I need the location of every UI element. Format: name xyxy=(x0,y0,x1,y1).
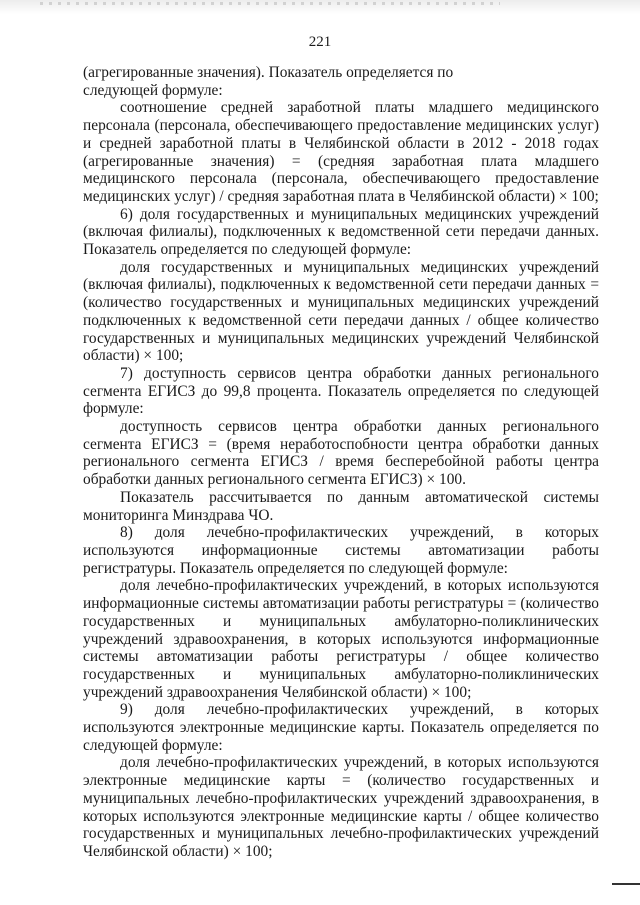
paragraph-formula-network-share: доля государственных и муниципальных медицинских учреждений (включая филиалы), подключенных к ведомственной сети передачи данных = (количество государственных и муниципальных медицинских учреждений подключенных к ведомственной сети передачи данных / общее количество государственных и муниципальных медицинских учреждений Челябинской области) × 100; xyxy=(83,258,599,365)
paragraph-item-6: 6) доля государственных и муниципальных медицинских учреждений (включая филиалы), подключенных к ведомственной сети передачи данных. Показатель определяется по следующей формуле: xyxy=(83,205,599,259)
paragraph-continuation: следующей формуле: xyxy=(83,81,223,99)
paragraph-formula-registry: доля лечебно-профилактических учреждений, в которых используются информационные системы автоматизации работы регистратуры = (количество государственных и муниципальных амбулаторно-поликлинических учреждений здравоохранения, в которых используются информационные системы автоматизации работы регистратуры / общее количество государственных и муниципальных амбулаторно-поликлинических учреждений здравоохранения Челябинской области) × 100; xyxy=(83,577,599,701)
paragraph-continuation-header: (агрегированные значения). Показатель определяется по xyxy=(83,64,454,81)
document-body xyxy=(83,64,599,861)
paragraph-item-7: 7) доступность сервисов центра обработки данных регионального сегмента ЕГИСЗ до 99,8 процента. Показатель определяется по следующей формуле: xyxy=(83,364,599,418)
paragraph-formula-emr: доля лечебно-профилактических учреждений, в которых используются электронные медицинские карты = (количество государственных и муниципальных лечебно-профилактических учреждений здравоохранения, в которых используются электронные медицинские карты / общее количество государственных и муниципальных лечебно-профилактических учреждений Челябинской области) × 100; xyxy=(83,754,599,860)
paragraph-item-8: 8) доля лечебно-профилактических учреждений, в которых используются информационные системы автоматизации работы регистратуры. Показатель определяется по следующей формуле: xyxy=(83,524,599,577)
page-number: 221 xyxy=(308,34,332,50)
paragraph-formula-wage-ratio: соотношение средней заработной платы младшего медицинского персонала (персонала, обеспечивающего предоставление медицинских услуг) и средней заработной платы в Челябинской области в 2012 - 2018 годах (агрегированные значения) = (средняя заработная плата младшего медицинского персонала (персонала, обеспечивающего предоставление медицинских услуг) / средняя заработная плата в Челябинской области) × 100; xyxy=(83,99,599,205)
paragraph-item-9: 9) доля лечебно-профилактических учреждений, в которых используются электронные медицинские карты. Показатель определяется по следующей формуле: xyxy=(83,701,599,754)
paragraph-monitoring-note: Показатель рассчитывается по данным автоматической системы мониторинга Минздрава ЧО. xyxy=(83,488,599,524)
scan-edge-mark xyxy=(612,883,640,885)
paragraph-formula-availability: доступность сервисов центра обработки данных регионального сегмента ЕГИСЗ = (время неработоспобности центра обработки данных регионального сегмента ЕГИСЗ / время бесперебойной работы центра обработки данных регионального сегмента ЕГИСЗ) × 100. xyxy=(83,418,599,489)
scan-artifact xyxy=(40,2,500,5)
